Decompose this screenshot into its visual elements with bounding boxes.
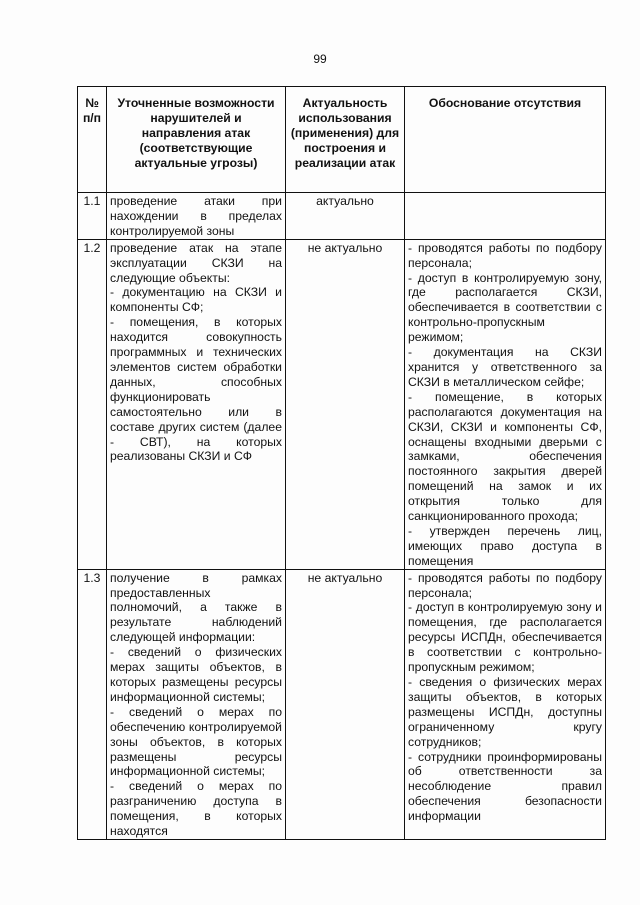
table-row: [78, 239, 606, 569]
cell-text-line: - сведений о мерах по разграничению доступа в помещения, в которых находятся: [110, 779, 282, 839]
header-capabilities: Уточненные возможности нарушителей и направления атак (соответствующие актуальные угрозы): [107, 87, 286, 193]
relevance-cell: не актуально: [286, 569, 405, 839]
capability-cell: [107, 239, 286, 569]
row-number: 1.2: [78, 239, 107, 569]
capability-cell: [107, 193, 286, 240]
cell-text-line: - документацию на СКЗИ и компоненты СФ;: [110, 285, 282, 315]
cell-text-line: проведение атаки при нахождении в пределах контролируемой зоны: [110, 194, 282, 238]
cell-text-line: - сведений о физических мерах защиты объектов, в которых размещены ресурсы информационной системы;: [110, 645, 282, 704]
table-header-row: [78, 87, 606, 193]
header-justification: Обоснование отсутствия: [405, 87, 606, 193]
row-number: 1.3: [78, 569, 107, 839]
cell-text-line: - помещение, в которых располагаются документация на СКЗИ, СКЗИ и компоненты СФ, оснащены входными дверьми с замками, обеспечения постоянного закрытия дверей помещений на замок и их открытия только для санкционированного прохода;: [408, 389, 602, 524]
header-relevance: Актуальность использования (применения) для построения и реализации атак: [286, 87, 405, 193]
cell-text-line: - помещения, в которых находится совокупность программных и технических элементов систем обработки данных, способных функционировать самостоятельно или в составе других систем (далее - СВТ), на которых реализованы СКЗИ и СФ: [110, 315, 282, 464]
cell-text-line: - сведения о физических мерах защиты объектов, в которых размещены ИСПДн, доступны ограниченному кругу сотрудников;: [408, 675, 602, 749]
table-row: [78, 193, 606, 240]
page-number: 99: [313, 52, 327, 66]
capability-cell: [107, 569, 286, 839]
row-number: 1.1: [78, 193, 107, 240]
relevance-cell: актуально: [286, 193, 405, 240]
cell-text-line: - документация на СКЗИ хранится у ответственного за СКЗИ в металлическом сейфе;: [408, 345, 602, 389]
cell-text-line: получение в рамках предоставленных полномочий, а также в результате наблюдений следующей информации:: [110, 570, 282, 645]
justification-cell: [405, 193, 606, 240]
relevance-cell: не актуально: [286, 239, 405, 569]
cell-text-line: - доступ в контролируемую зону, где располагается СКЗИ, обеспечивается в соответствии с контрольно-пропускным режимом;: [408, 270, 602, 345]
table-row: [78, 569, 606, 839]
attack-capabilities-table: [77, 86, 606, 840]
cell-text-line: - сведений о мерах по обеспечению контролируемой зоны объектов, в которых размещены ресурсы информационной системы;: [110, 704, 282, 779]
cell-text-line: - проводятся работы по подбору персонала;: [408, 240, 602, 270]
header-number: № п/п: [78, 87, 107, 193]
cell-text-line: - проводятся работы по подбору персонала;: [408, 570, 602, 600]
justification-cell: [405, 239, 606, 569]
cell-text-line: проведение атак на этапе эксплуатации СКЗИ на следующие объекты:: [110, 240, 282, 285]
justification-cell: [405, 569, 606, 839]
cell-text-line: - сотрудники проинформированы об ответственности за несоблюдение правил обеспечения безопасности информации: [408, 749, 602, 824]
cell-text-line: - утвержден перечень лиц, имеющих право доступа в помещения: [408, 523, 602, 568]
cell-text-line: - доступ в контролируемую зону и помещения, где располагается ресурсы ИСПДн, обеспечивается в соответствии с контрольно-пропускным режимом;: [408, 600, 602, 675]
